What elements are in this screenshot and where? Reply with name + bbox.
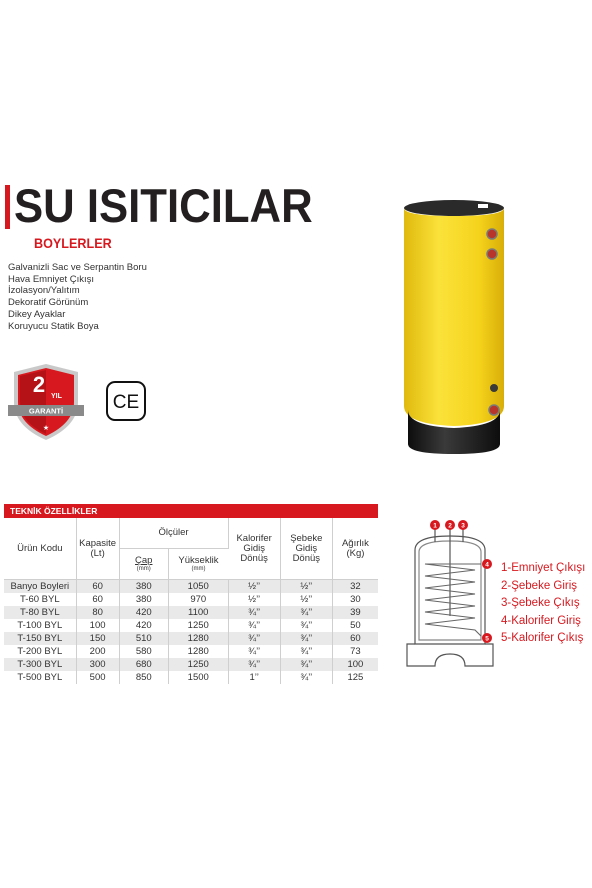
- cell-network: ¾’’: [280, 658, 332, 671]
- legend-item: 2-Şebeke Giriş: [501, 579, 578, 592]
- marker-5-label: 5: [485, 635, 489, 643]
- cell-height: 1250: [168, 658, 228, 671]
- star-icon: ★: [42, 425, 50, 432]
- marker-1: [430, 520, 440, 530]
- cell-network: ¾’’: [280, 619, 332, 632]
- header-height-label: Yükseklik: [178, 554, 219, 566]
- cell-weight: 100: [332, 658, 378, 671]
- header-weight: Ağırlık (Kg): [332, 518, 378, 580]
- heater-pipe-connector: [489, 405, 499, 415]
- feature-item: Hava Emniyet Çıkışı: [8, 273, 95, 285]
- ce-mark-icon: [106, 381, 146, 421]
- cell-capacity: 60: [76, 580, 119, 594]
- feature-item: Dikey Ayaklar: [8, 308, 66, 320]
- ce-mark-text: CE: [112, 392, 140, 413]
- cell-diameter: 680: [119, 658, 168, 671]
- heater-schematic-diagram: [405, 516, 495, 676]
- cell-diameter: 420: [119, 606, 168, 619]
- table-row: [4, 632, 378, 645]
- cell-weight: 30: [350, 594, 361, 605]
- schematic-outline: [407, 524, 493, 666]
- feature-item: Koruyucu Statik Boya: [8, 320, 99, 332]
- cell-weight: 60: [332, 632, 378, 645]
- marker-4: [482, 559, 492, 569]
- marker-5: [482, 633, 492, 643]
- page-title: SU ISITICILAR: [14, 179, 313, 232]
- legend-item: 1-Emniyet Çıkışı: [501, 562, 586, 574]
- feature-item: Galvanizli Sac ve Serpantin Boru: [8, 262, 147, 273]
- cell-model: T-300 BYL: [4, 658, 76, 671]
- spec-table: [4, 504, 378, 684]
- heater-body: [404, 208, 504, 426]
- heating-coil: [425, 564, 481, 636]
- warranty-badge: [8, 362, 84, 442]
- cell-calorifer: ¾’’: [228, 606, 280, 619]
- cell-calorifer: 1’’: [228, 671, 280, 684]
- cell-diameter: 380: [119, 580, 168, 594]
- header-dimensions: Ölçüler: [119, 518, 228, 549]
- header-diameter: [119, 549, 168, 580]
- water-heater-image: [400, 196, 510, 456]
- marker-1-label: 1: [433, 522, 437, 530]
- feature-list: [8, 262, 147, 332]
- table-row: [4, 645, 378, 658]
- cell-height: 1050: [168, 580, 228, 594]
- cell-diameter: 580: [119, 645, 168, 658]
- cell-capacity: 80: [76, 606, 119, 619]
- cell-capacity: 150: [76, 632, 119, 645]
- table-row: [4, 658, 378, 671]
- marker-2: [445, 520, 455, 530]
- heater-label: [478, 204, 488, 208]
- warranty-number: 2: [32, 372, 46, 397]
- cell-model: T-200 BYL: [4, 645, 76, 658]
- cell-height: 1500: [168, 671, 228, 684]
- table-row: [4, 619, 378, 632]
- warranty-label: GARANTİ: [28, 406, 64, 416]
- cell-height: 1100: [168, 606, 228, 619]
- cell-capacity: 300: [76, 658, 119, 671]
- cell-calorifer: ¾’’: [228, 645, 280, 658]
- cell-weight: 125: [347, 672, 364, 683]
- spec-table-title: TEKNİK ÖZELLİKLER: [4, 504, 378, 518]
- heater-pipe-connector: [487, 229, 497, 239]
- header-diameter-unit: (mm): [136, 565, 151, 572]
- cell-capacity: 500: [76, 671, 119, 684]
- legend-item: 3-Şebeke Çıkış: [501, 597, 580, 609]
- cell-capacity: 200: [76, 645, 119, 658]
- warranty-unit: YIL: [51, 393, 62, 400]
- cell-calorifer: ½’’: [228, 593, 280, 606]
- cell-capacity: 60: [76, 593, 119, 606]
- marker-3-label: 3: [461, 522, 465, 530]
- table-row: [4, 606, 378, 619]
- header-height-unit: (mm): [191, 565, 206, 572]
- header-diameter-label: Çap: [135, 554, 153, 566]
- cell-height: 1250: [168, 619, 228, 632]
- cell-height: 1280: [168, 632, 228, 645]
- cell-diameter: 850: [119, 671, 168, 684]
- heater-top-cap: [404, 200, 504, 216]
- header-network: Şebeke Gidiş Dönüş: [280, 518, 332, 580]
- cell-diameter: 380: [119, 593, 168, 606]
- legend-item: 5-Kalorifer Çıkış: [501, 632, 584, 644]
- marker-3: [458, 520, 468, 530]
- cell-height: 1280: [168, 645, 228, 658]
- header-model: Ürün Kodu: [4, 518, 76, 580]
- cell-calorifer: ¾’’: [228, 658, 280, 671]
- cell-network: ¾’’: [280, 606, 332, 619]
- cell-diameter: 510: [119, 632, 168, 645]
- header-capacity: Kapasite (Lt): [76, 518, 119, 580]
- cell-calorifer: ¾’’: [228, 619, 280, 632]
- heater-pipe-connector: [490, 384, 498, 392]
- heater-pipe-connector: [487, 249, 497, 259]
- diagram-legend: [501, 560, 585, 648]
- table-row: [4, 580, 378, 594]
- spec-table-body: [4, 580, 378, 685]
- cell-model: T-100 BYL: [4, 619, 76, 632]
- header-calorifer: Kalorifer Gidiş Dönüş: [228, 518, 280, 580]
- cell-diameter: 420: [119, 619, 168, 632]
- cell-calorifer: ¾’’: [228, 632, 280, 645]
- cell-model: T-60 BYL: [4, 593, 76, 606]
- marker-2-label: 2: [448, 522, 452, 530]
- cell-weight: 32: [332, 580, 378, 594]
- table-row: [4, 593, 378, 606]
- title-accent-bar: [5, 185, 10, 229]
- marker-4-label: 4: [485, 561, 489, 569]
- cell-weight: 73: [350, 646, 361, 657]
- table-row: [4, 671, 378, 684]
- cell-weight: 50: [350, 620, 361, 631]
- cell-weight: 39: [332, 606, 378, 619]
- cell-network: ½’’: [280, 580, 332, 594]
- cell-model: T-80 BYL: [4, 606, 76, 619]
- cell-model: T-150 BYL: [4, 632, 76, 645]
- cell-network: ¾’’: [280, 632, 332, 645]
- cell-model: T-500 BYL: [4, 671, 76, 684]
- cell-network: ¾’’: [280, 671, 332, 684]
- cell-network: ½’’: [280, 593, 332, 606]
- cell-calorifer: ½’’: [228, 580, 280, 594]
- feature-item: Dekoratif Görünüm: [8, 297, 89, 309]
- legend-item: 4-Kalorifer Giriş: [501, 614, 581, 627]
- page-subtitle: BOYLERLER: [34, 235, 112, 251]
- cell-height: 970: [168, 593, 228, 606]
- feature-item: İzolasyon/Yalıtım: [8, 285, 80, 297]
- cell-capacity: 100: [76, 619, 119, 632]
- header-height: [168, 549, 228, 580]
- cell-model: Banyo Boyleri: [4, 580, 76, 594]
- cell-network: ¾’’: [280, 645, 332, 658]
